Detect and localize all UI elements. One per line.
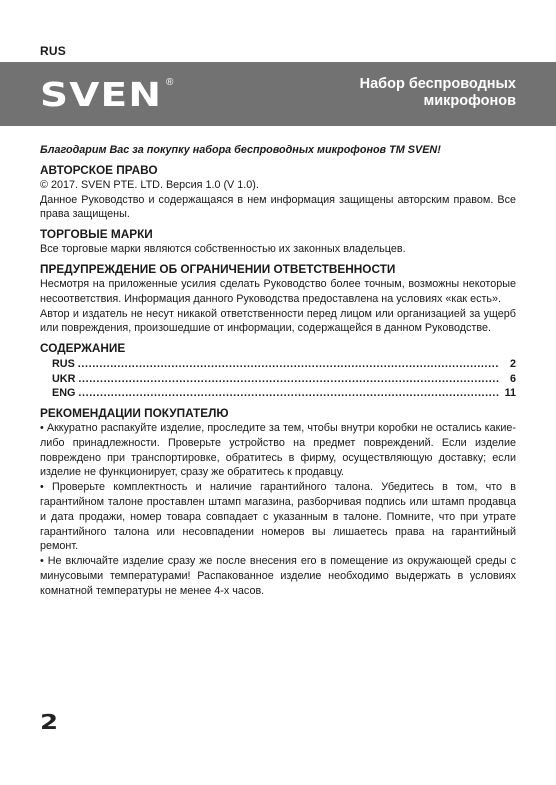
toc-dot-leader bbox=[78, 357, 499, 372]
table-of-contents bbox=[40, 357, 516, 401]
copyright-text: Данное Руководство и содержащаяся в нем информация защищены авторским правом. Все права защищены. bbox=[40, 193, 516, 221]
contents-heading: СОДЕРЖАНИЕ bbox=[40, 341, 126, 356]
toc-dot-leader bbox=[78, 386, 499, 401]
recommendations-section bbox=[40, 406, 516, 599]
toc-dot-leader bbox=[78, 372, 499, 387]
language-tag: RUS bbox=[40, 44, 66, 58]
copyright-section bbox=[40, 163, 516, 222]
toc-entry-label: UKR bbox=[52, 372, 76, 385]
recommendation-temperature: • Не включайте изделие сразу же после внесения его в помещение из окружающей среды с минусовыми температурами! Распакованное изделие необходимо выдержать в условиях комнатной температуры не менее 4-х часов. bbox=[40, 555, 516, 597]
trademarks-heading: ТОРГОВЫЕ МАРКИ bbox=[40, 227, 153, 242]
recommendations-heading: РЕКОМЕНДАЦИИ ПОКУПАТЕЛЮ bbox=[40, 405, 229, 420]
product-title-line-1: Набор беспроводных bbox=[359, 76, 516, 92]
toc-entry-label: ENG bbox=[52, 387, 76, 400]
toc-entry-rus[interactable] bbox=[40, 357, 516, 372]
toc-entry-eng[interactable] bbox=[40, 386, 516, 401]
disclaimer-text-1: Несмотря на приложенные усилия сделать Руководство более точным, возможны некоторые несоответствия. Информация данного Руководства предоставлена на условиях «как есть». bbox=[40, 277, 516, 305]
disclaimer-heading: ПРЕДУПРЕЖДЕНИЕ ОБ ОГРАНИЧЕНИИ ОТВЕТСТВЕННОСТИ bbox=[40, 261, 396, 276]
recommendation-unpack: • Аккуратно распакуйте изделие, проследите за тем, чтобы внутри коробки не остались какие-либо принадлежности. Проверьте устройство на предмет повреждений. Если изделие повреждено при транспортировке, обратитесь в фирму, осуществляющую доставку; если изделие не функционирует, сразу же обратитесь к продавцу. bbox=[40, 421, 516, 479]
product-title-line-2: микрофонов bbox=[423, 93, 516, 109]
disclaimer-section bbox=[40, 262, 516, 336]
toc-entry-label: RUS bbox=[52, 358, 75, 371]
toc-entry-page: 6 bbox=[509, 372, 516, 385]
page-number: 2 bbox=[40, 710, 59, 734]
trademarks-text: Все торговые марки являются собственностью их законных владельцев. bbox=[40, 243, 406, 256]
copyright-version-text: © 2017. SVEN PTE. LTD. Версия 1.0 (V 1.0). bbox=[40, 178, 259, 191]
contents-section bbox=[40, 341, 516, 401]
toc-entry-page: 11 bbox=[504, 387, 516, 400]
sven-logo: SVEN bbox=[40, 75, 163, 114]
disclaimer-text-2: Автор и издатель не несут никакой ответственности перед лицом или организацией за ущерб или повреждения, произошедшие от информации, содержащейся в данном Руководстве. bbox=[40, 307, 516, 335]
manual-content bbox=[40, 143, 516, 604]
registered-mark: ® bbox=[166, 77, 174, 88]
copyright-heading: АВТОРСКОЕ ПРАВО bbox=[40, 162, 158, 177]
product-title bbox=[360, 76, 516, 110]
thank-you-text: Благодарим Вас за покупку набора беспроводных микрофонов ТМ SVEN! bbox=[40, 144, 441, 156]
recommendation-warranty: • Проверьте комплектность и наличие гарантийного талона. Убедитесь в том, что в гарантийном талоне проставлен штамп магазина, разборчивая подпись или штамп продавца и дата продажи, номер товара совпадает с указанным в талоне. Помните, что при утрате гарантийного талона или несовпадении номеров вы лишаетесь права на гарантийный ремонт. bbox=[40, 481, 516, 553]
toc-entry-page: 2 bbox=[509, 358, 516, 371]
header-banner bbox=[0, 62, 556, 126]
trademarks-section bbox=[40, 227, 516, 257]
toc-entry-ukr[interactable] bbox=[40, 372, 516, 387]
